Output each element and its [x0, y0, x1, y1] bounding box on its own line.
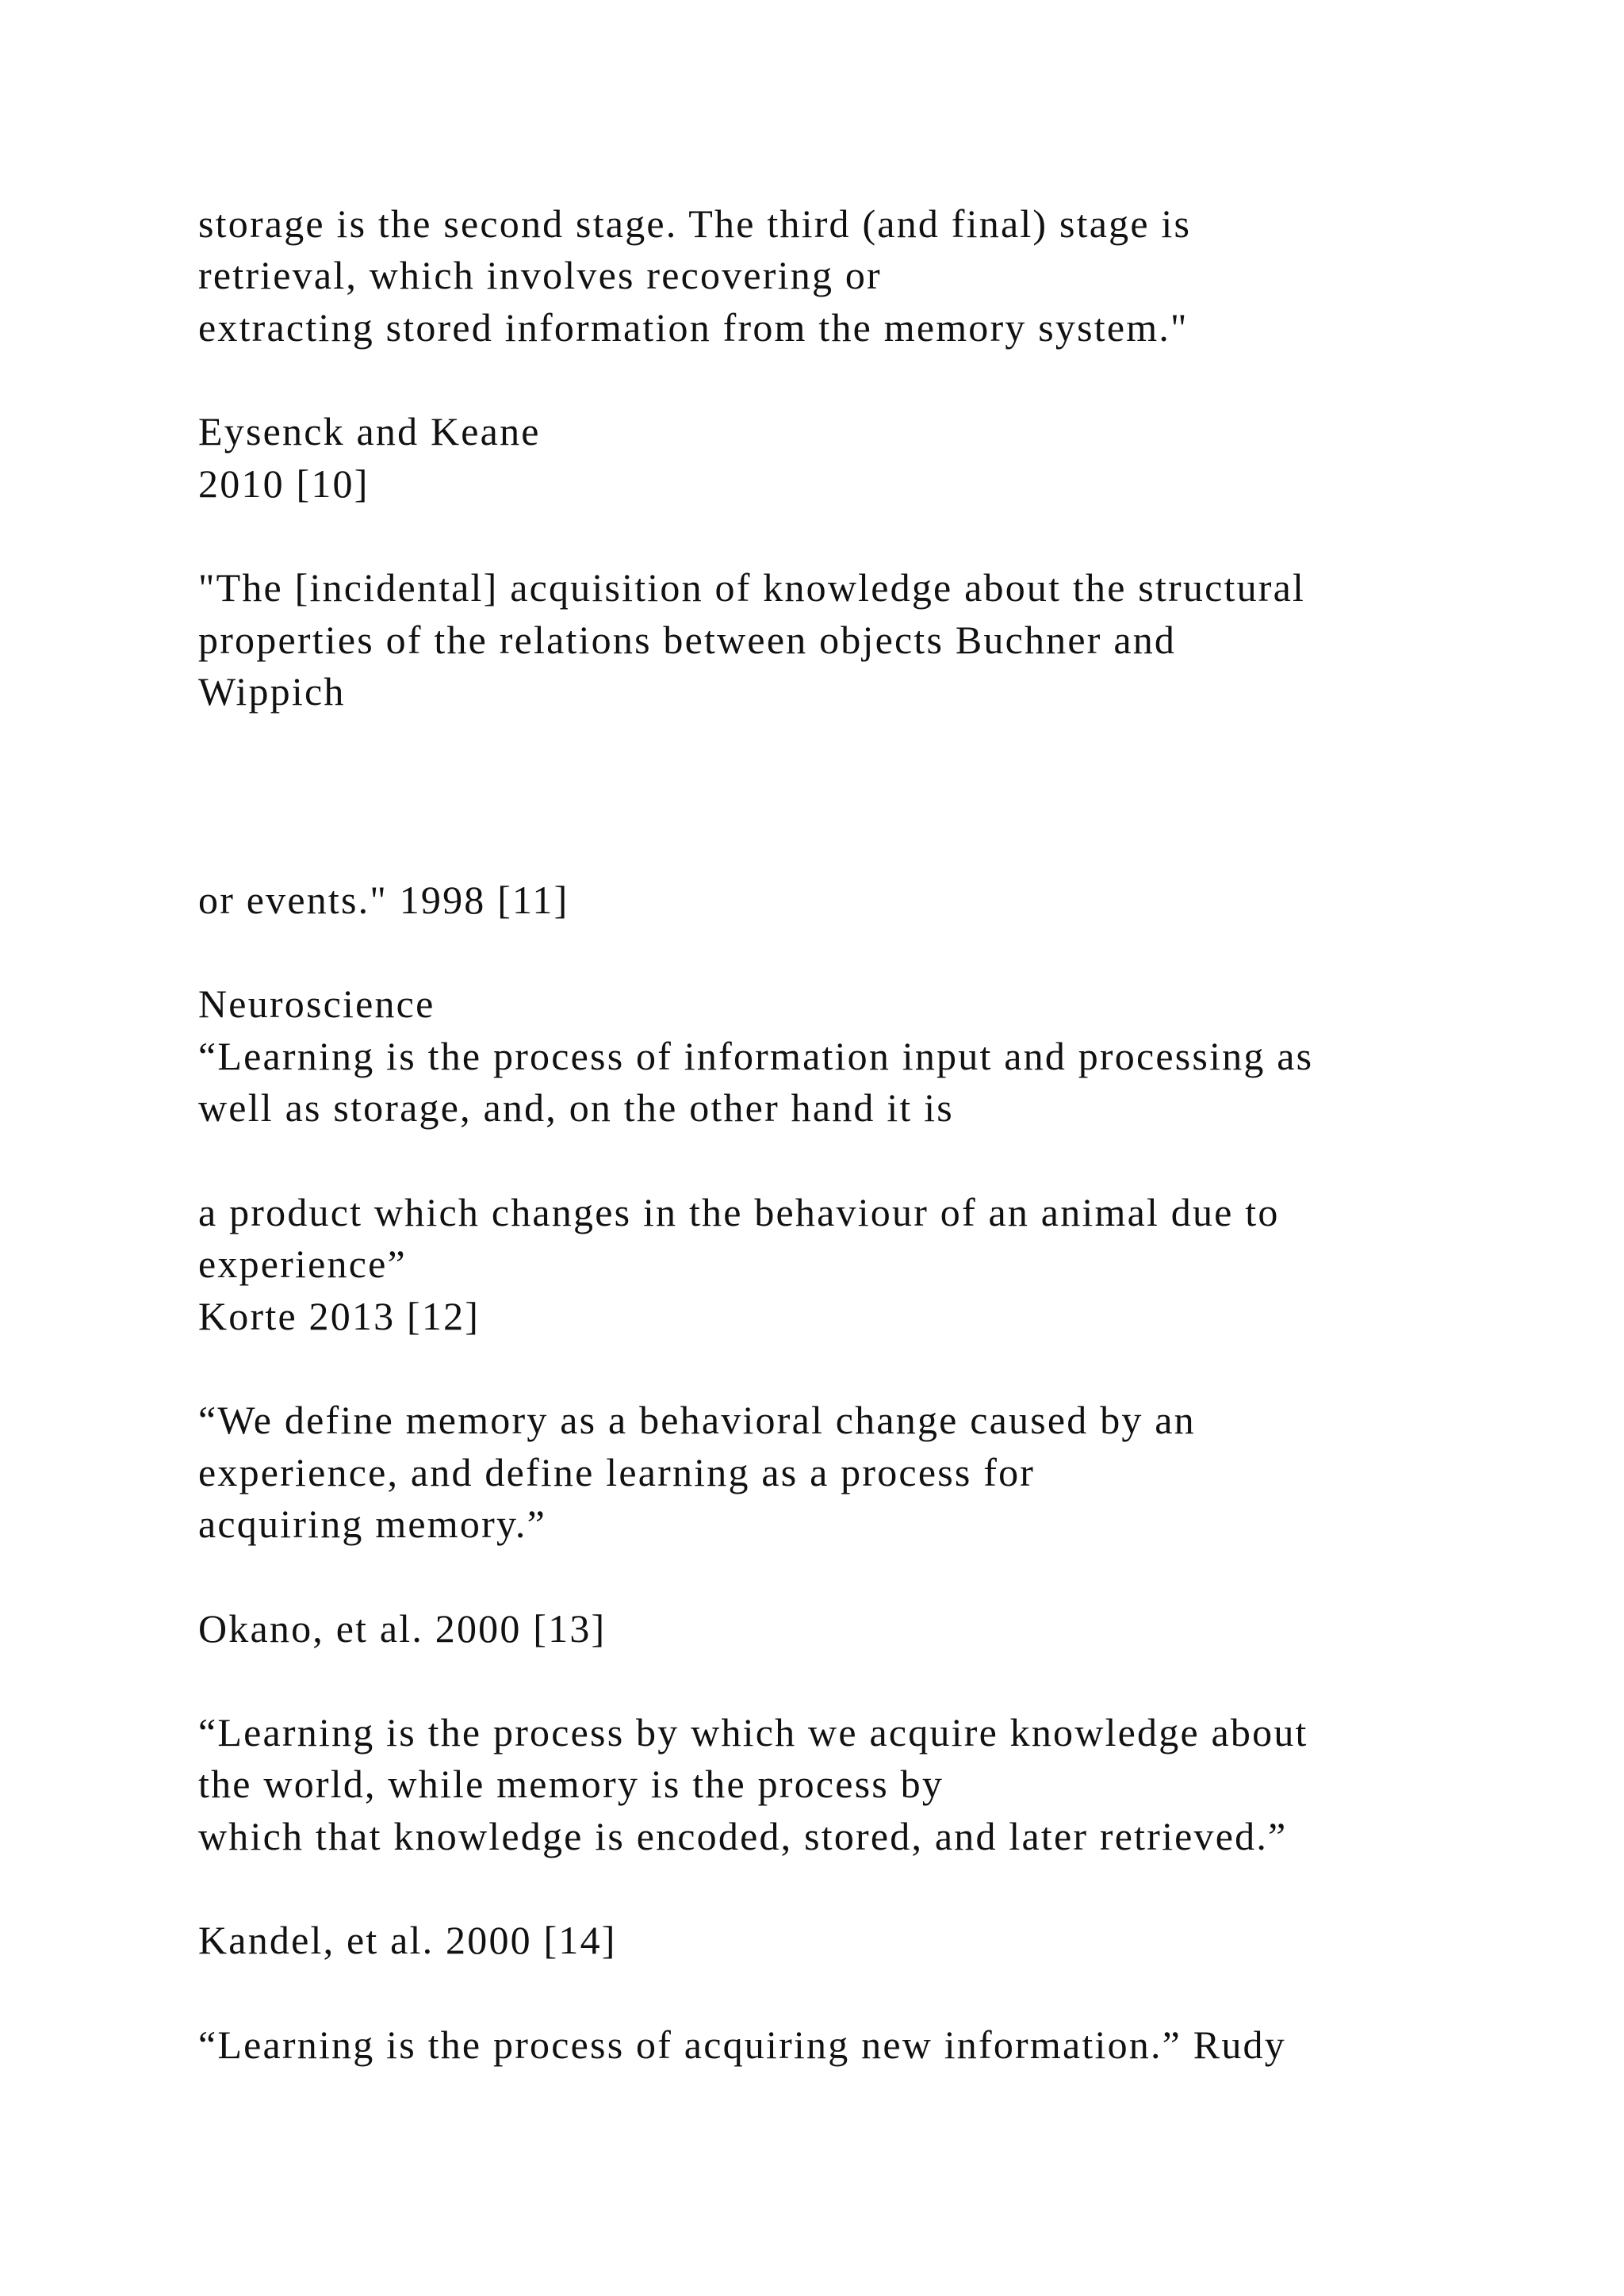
text-line: “We define memory as a behavioral change caused by an [198, 1398, 1196, 1442]
text-line: Wippich [198, 669, 346, 714]
citation-line: Kandel, et al. 2000 [14] [198, 1918, 617, 1962]
text-line: storage is the second stage. The third (and final) stage is [198, 201, 1192, 246]
citation-line: Korte 2013 [12] [198, 1294, 481, 1338]
text-line: experience” [198, 1242, 407, 1286]
text-line: a product which changes in the behaviour of an animal due to [198, 1190, 1280, 1234]
citation-line: 2010 [10] [198, 461, 370, 506]
citation-line: Okano, et al. 2000 [13] [198, 1606, 607, 1651]
section-heading: Neuroscience [198, 982, 435, 1026]
text-line: acquiring memory.” [198, 1502, 546, 1546]
text-line: experience, and define learning as a process for [198, 1450, 1036, 1494]
text-line: the world, while memory is the process by [198, 1762, 944, 1806]
text-line: properties of the relations between objects Buchner and [198, 618, 1177, 662]
text-line: “Learning is the process of acquiring new information.” Rudy [198, 2022, 1286, 2067]
text-line: "The [incidental] acquisition of knowledge about the structural [198, 565, 1306, 610]
text-line: extracting stored information from the memory system." [198, 305, 1189, 350]
text-line: which that knowledge is encoded, stored, and later retrieved.” [198, 1814, 1288, 1858]
author-line: Eysenck and Keane [198, 409, 541, 453]
text-line: “Learning is the process by which we acquire knowledge about [198, 1710, 1308, 1755]
text-line: or events." 1998 [11] [198, 878, 569, 922]
text-line: “Learning is the process of information input and processing as [198, 1034, 1314, 1078]
text-line: retrieval, which involves recovering or [198, 253, 882, 297]
text-line: well as storage, and, on the other hand it is [198, 1085, 954, 1130]
